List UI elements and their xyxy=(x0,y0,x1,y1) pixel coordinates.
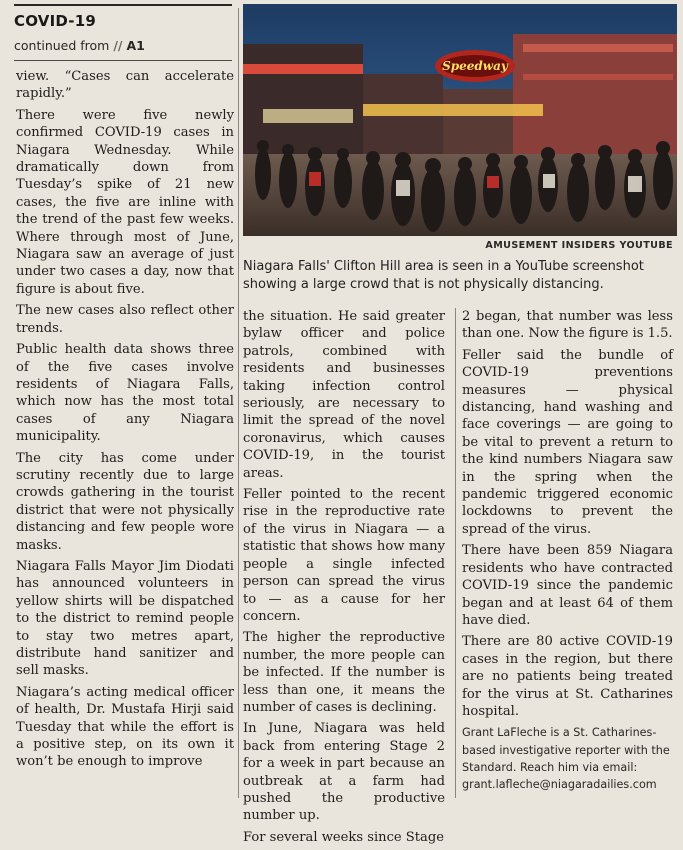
article-column-3 xyxy=(462,308,673,798)
paragraph: There were five newly confirmed COVID-19 cases in Niagara Wednesday. While dramatically down from Tuesday’s spike of 21 new cases, the five are inline with the trend of the past few weeks. Where through most of June, Niagara saw an average of just under two cases a day, now that figure is about five. xyxy=(16,107,234,297)
news-photo xyxy=(243,4,677,236)
column-divider xyxy=(238,8,239,798)
paragraph: Niagara’s acting medical officer of health, Dr. Mustafa Hirji said Tuesday that while the effort is a positive step, on its own it won’t be enough to improve xyxy=(16,684,234,770)
continued-page: A1 xyxy=(126,38,145,53)
speedway-sign: Speedway xyxy=(442,59,508,73)
photo-caption: Niagara Falls' Clifton Hill area is seen in a YouTube screenshot showing a large crowd that is not physically distancing. xyxy=(243,259,644,292)
paragraph: There have been 859 Niagara residents who have contracted COVID-19 since the pandemic began and at least 64 of them have died. xyxy=(462,543,673,628)
article-column-2 xyxy=(243,308,445,850)
paragraph: In June, Niagara was held back from entering Stage 2 for a week in part because an outbreak at a farm had pushed the productive number up. xyxy=(243,721,445,824)
header-rule xyxy=(14,4,232,6)
header-underline xyxy=(14,60,232,61)
paragraph: Feller pointed to the recent rise in the reproductive rate of the virus in Niagara — a statistic that shows how many people a single infected person can spread the virus to — as a cause for her concern. xyxy=(243,487,445,624)
continued-from-line xyxy=(14,38,145,53)
continued-slashes: // xyxy=(113,38,123,53)
paragraph: the situation. He said greater bylaw officer and police patrols, combined with residents and businesses taking infection control seriously, are necessary to limit the spread of the novel coronavirus, which causes COVID-19, in the tourist areas. xyxy=(243,309,445,481)
photo-credit: AMUSEMENT INSIDERS YOUTUBE xyxy=(485,240,673,251)
paragraph: The higher the reproductive number, the more people can be infected. If the number is less than one, it means the number of cases is declining. xyxy=(243,630,445,715)
author-bio: Grant LaFleche is a St. Catharines-based investigative reporter with the Standard. Reach him via email: grant.lafleche@niagaradailies.com xyxy=(462,726,670,792)
paragraph: Niagara Falls Mayor Jim Diodati has announced volunteers in yellow shirts will be dispatched to the district to remind people to stay two metres apart, distribute hand sanitizer and sell masks. xyxy=(16,558,234,679)
paragraph: Public health data shows three of the five cases involve residents of Niagara Falls, which now has the most total cases of any Niagara municipality. xyxy=(16,342,234,445)
paragraph: The city has come under scrutiny recently due to large crowds gathering in the tourist district that were not physically distancing and few people wore masks. xyxy=(16,450,234,553)
paragraph: There are 80 active COVID-19 cases in the region, but there are no patients being treated for the virus at St. Catharines hospital. xyxy=(462,634,673,719)
paragraph: view. “Cases can accelerate rapidly.” xyxy=(16,69,234,102)
article-column-1 xyxy=(16,68,234,775)
column-divider xyxy=(455,308,456,798)
paragraph: Feller said the bundle of COVID-19 preventions measures — physical distancing, hand washing and face coverings — are going to be vital to prevent a return to the kind numbers Niagara saw in the spring when the pandemic triggered economic lockdowns to prevent the spread of the virus. xyxy=(462,347,673,537)
paragraph: 2 began, that number was less than one. Now the figure is 1.5. xyxy=(462,309,673,342)
paragraph: The new cases also reflect other trends. xyxy=(16,303,234,336)
crowd-photo-illustration xyxy=(243,4,677,236)
continued-prefix: continued from xyxy=(14,38,110,53)
paragraph: For several weeks since Stage xyxy=(243,829,444,845)
section-label: COVID-19 xyxy=(14,12,96,30)
